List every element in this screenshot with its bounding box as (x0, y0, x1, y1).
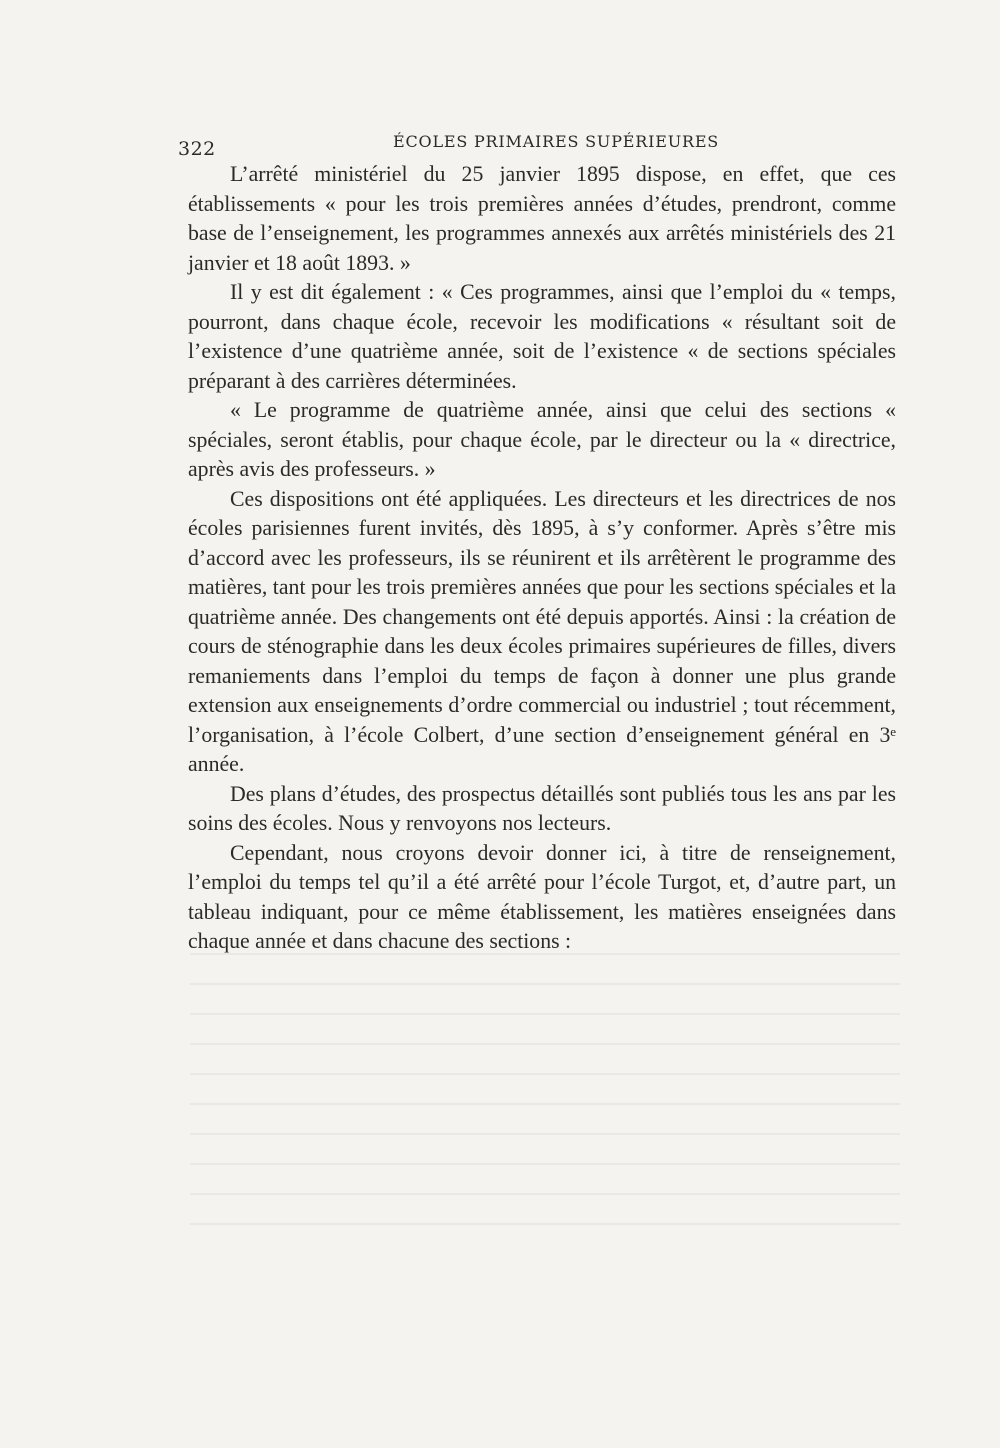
paragraph-dispositions: Ces dispositions ont été appliquées. Les directeurs et les directrices de nos écoles parisiennes furent invités, dès 1895, à s’y conformer. Après s’être mis d’accord avec les professeurs, ils se réunirent et ils arrêtèrent le programme des matières, tant pour les trois premières années que pour les sections spéciales et la quatrième année. Des changements ont été depuis apportés. Ainsi : la création de cours de sténographie dans les deux écoles primaires supérieures de filles, divers remaniements dans l’emploi du temps de façon à donner une plus grande extension aux enseignements d’ordre commercial ou industriel ; tout récemment, l’organisation, à l’école Colbert, d’une section d’enseignement général en 3ᵉ année. (188, 486, 896, 776)
body-text (188, 160, 896, 957)
page-number: 322 (178, 138, 216, 160)
paragraph-arrete: L’arrêté ministériel du 25 janvier 1895 dispose, en effet, que ces établissements « pour les trois premières années d’études, prendront, comme base de l’enseignement, les programmes annexés aux arrêtés ministériels des 21 janvier et 18 août 1893. » (188, 162, 896, 275)
paragraph-quatrieme-annee: « Le programme de quatrième année, ainsi que celui des sections « spéciales, seront établis, pour chaque école, par le directeur ou la « directrice, après avis des professeurs. » (188, 398, 896, 481)
running-head-title: ÉCOLES PRIMAIRES SUPÉRIEURES (393, 132, 720, 151)
paragraph-cependant: Cependant, nous croyons devoir donner ici, à titre de renseignement, l’emploi du temps tel qu’il a été arrêté pour l’école Turgot, et, d’autre part, un tableau indiquant, pour ce même établissement, les matières enseignées dans chaque année et dans chacune des sections : (188, 840, 896, 953)
bleed-through-shadow (190, 935, 900, 1235)
paragraph-programmes: Il y est dit également : « Ces programmes, ainsi que l’emploi du « temps, pourront, dans chaque école, recevoir les modifications « résultant soit de l’existence d’une quatrième année, soit de l’existence « de sections spéciales préparant à des carrières déterminées. (188, 280, 896, 393)
running-head (178, 128, 890, 158)
paragraph-plans-etudes: Des plans d’études, des prospectus détaillés sont publiés tous les ans par les soins des écoles. Nous y renvoyons nos lecteurs. (188, 781, 896, 835)
